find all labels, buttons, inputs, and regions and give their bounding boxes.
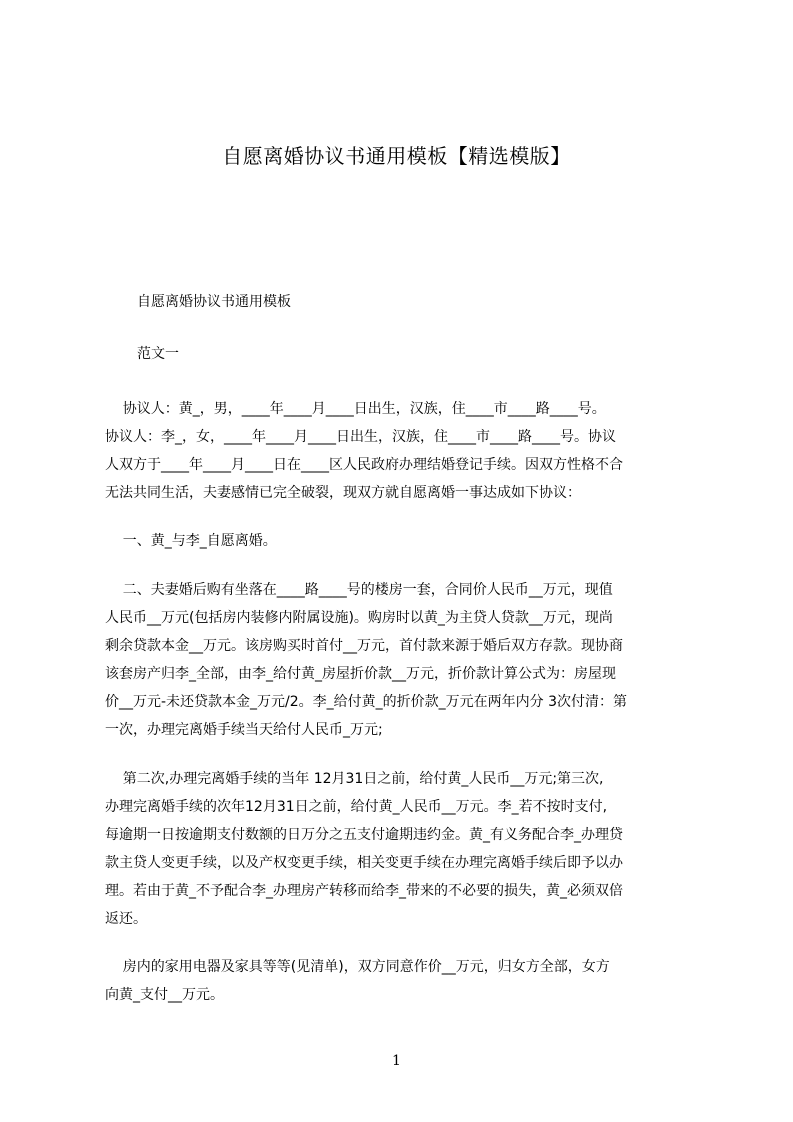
text-line: 价__万元-未还贷款本金_万元/2。李_给付黄_的折价款_万元在两年内分 3次付清：第 [105,694,628,710]
text-line: 该套房产归李_全部，由李_给付黄_房屋折价款__万元，折价款计算公式为：房屋现 [105,666,616,682]
text-line: 一、黄_与李_自愿离婚。 [105,533,277,549]
text-line: 款主贷人变更手续，以及产权变更手续，相关变更手续在办理完离婚手续后即予以办 [105,855,623,871]
text-line: 办理完离婚手续的次年12月31日之前，给付黄_人民币__万元。李_若不按时支付, [105,799,608,815]
text-line: 协议人：黄_，男，____年____月____日出生，汉族，住____市____路____号。 [105,401,606,417]
document-title: 自愿离婚协议书通用模板【精选模版】 [222,144,571,168]
text-line: 向黄_支付__万元。 [105,987,224,1003]
text-line: 第二次,办理完离婚手续的当年 12月31日之前，给付黄_人民币__万元;第三次, [105,771,604,787]
text-line: 二、夫妻婚后购有坐落在____路____号的楼房一套，合同价人民币__万元，现值 [105,582,613,598]
paragraph-payment-schedule [105,765,700,933]
text-line: 返还。 [105,911,147,927]
text-line: 一次，办理完离婚手续当天给付人民币_万元; [105,722,383,738]
text-line: 人双方于____年____月____日在____区人民政府办理结婚登记手续。因双方性格不合 [105,457,623,473]
subtitle-text: 自愿离婚协议书通用模板 [137,294,291,310]
text-line: 理。若由于黄_不予配合李_办理房产转移而给李_带来的不必要的损失，黄_必须双倍 [105,883,623,899]
paragraph-furniture [105,953,700,1009]
text-line: 剩余贷款本金__万元。该房购买时首付__万元，首付款来源于婚后双方存款。现协商 [105,638,623,654]
paragraph-parties [105,395,700,507]
section-label [105,340,700,368]
section-label-text: 范文一 [137,346,179,362]
paragraph-clause-1 [105,527,700,555]
page-number: 1 [392,1053,401,1069]
text-line: 人民币__万元(包括房内装修内附属设施)。购房时以黄_为主贷人贷款__万元，现尚 [105,610,613,626]
text-line: 协议人：李_，女，____年____月____日出生，汉族，住____市____路____号。协议 [105,429,616,445]
text-line: 无法共同生活，夫妻感情已完全破裂，现双方就自愿离婚一事达成如下协议： [105,485,581,501]
subtitle [105,288,700,316]
text-line: 每逾期一日按逾期支付数额的日万分之五支付逾期违约金。黄_有义务配合李_办理贷 [105,827,623,843]
paragraph-clause-2 [105,576,700,744]
text-line: 房内的家用电器及家具等等(见清单)，双方同意作价__万元，归女方全部，女方 [105,959,610,975]
